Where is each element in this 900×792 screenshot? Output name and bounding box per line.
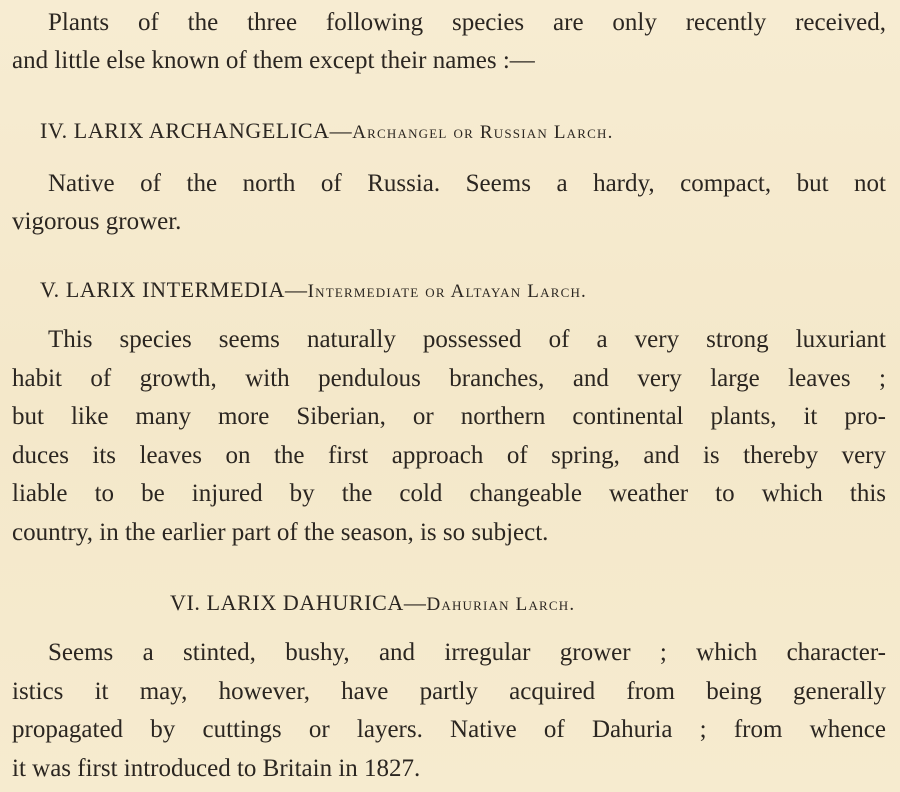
section-heading-vi [170,588,575,620]
section-v-line-1: This species seems naturally possessed of a very strong luxuriant [48,326,886,353]
section-heading-v [40,275,587,307]
section-iv-line-2: vigorous grower. [12,208,182,235]
section-iv-line-1: Native of the north of Russia. Seems a hardy, compact, but not [48,170,886,197]
section-v-line-2: habit of growth, with pendulous branches, and very large leaves ; [12,365,886,392]
section-vi-line-1: Seems a stinted, bushy, and irregular grower ; which character- [48,639,886,666]
section-v-line-4: duces its leaves on the first approach of spring, and is thereby very [12,442,886,469]
section-v-line-6: country, in the earlier part of the season, is so subject. [12,519,549,546]
intro-line-1: Plants of the three following species are only recently received, [48,9,886,36]
section-heading-iv [40,116,614,148]
section-vi-line-3: propagated by cuttings or layers. Native of Dahuria ; from whence [12,716,886,743]
section-v-line-5: liable to be injured by the cold changeable weather to which this [12,480,886,507]
section-v-line-3: but like many more Siberian, or northern continental plants, it pro- [12,403,886,430]
species-latin-name: V. LARIX INTERMEDIA— [40,277,308,302]
species-common-name: Intermediate or Altayan Larch. [307,281,587,302]
species-latin-name: IV. LARIX ARCHANGELICA— [40,118,353,143]
section-vi-line-4: it was first introduced to Britain in 1827. [12,755,421,782]
species-latin-name: VI. LARIX DAHURICA— [170,590,427,615]
species-common-name: Archangel or Russian Larch. [352,122,614,143]
intro-line-2: and little else known of them except their names :— [12,47,535,74]
section-vi-line-2: istics it may, however, have partly acquired from being generally [12,678,886,705]
species-common-name: Dahurian Larch. [426,594,576,615]
